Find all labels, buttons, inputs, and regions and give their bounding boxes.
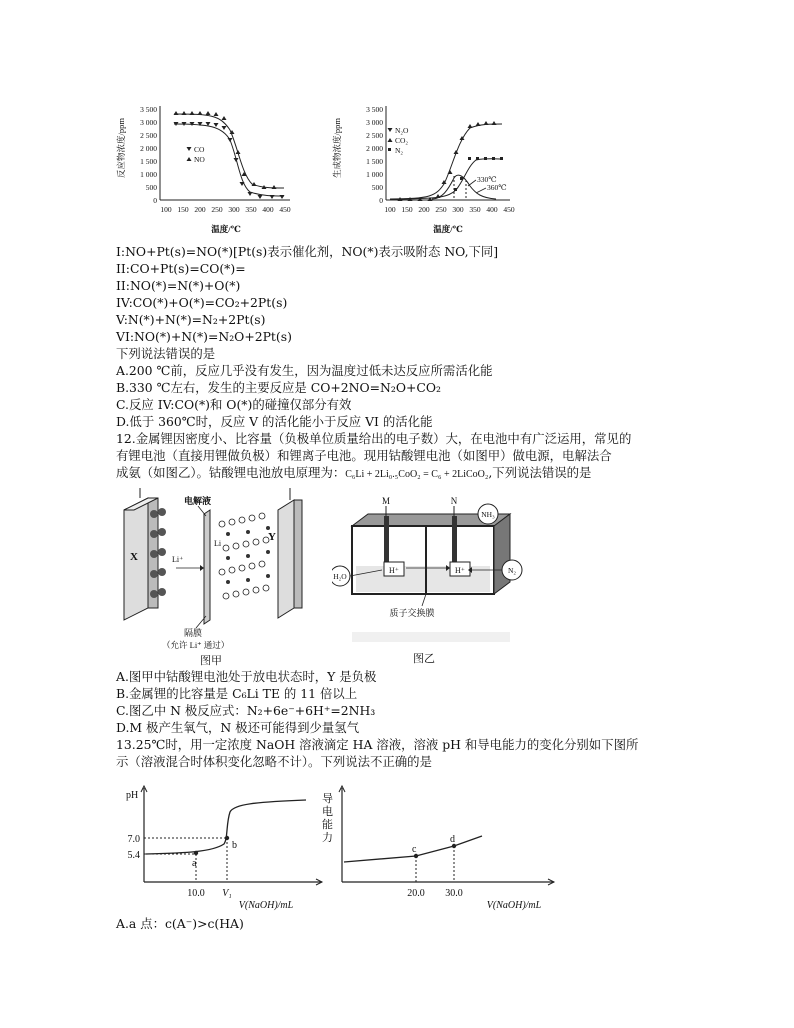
- reaction-5: V:N(*)+N(*)=N₂+2Pt(s): [116, 312, 266, 327]
- y-tick: 3 000: [140, 118, 157, 127]
- q12-option-b: B.金属锂的比容量是 C₆Li TE 的 11 倍以上: [116, 686, 358, 701]
- legend: [187, 145, 206, 164]
- q12-option-d: D.M 极产生氧气，N 极还可能得到少量氢气: [116, 720, 360, 735]
- label-n: N: [450, 496, 458, 506]
- legend-no: NO: [194, 155, 205, 164]
- option-b: B.330 ℃左右，发生的主要反应是 CO+2NO=N₂O+CO₂: [116, 380, 441, 395]
- x-tick: 350: [469, 205, 481, 214]
- x-tick: 450: [503, 205, 515, 214]
- x-tick: 450: [279, 205, 291, 214]
- option-a: A.200 ℃前，反应几乎没有发生，因为温度过低未达反应所需活化能: [116, 363, 493, 378]
- reaction-1: I:NO+Pt(s)=NO(*)[Pt(s)表示催化剂，NO(*)表示吸附态 NO,下同]: [116, 244, 499, 259]
- x-tick: 400: [262, 205, 274, 214]
- conductivity-chart: [318, 782, 562, 912]
- x-tick: 300: [452, 205, 464, 214]
- q12-line-2: 有锂电池（直接用锂做负极）和锂离子电池。现用钴酸锂电池（如图甲）做电源，电解法合: [116, 448, 612, 463]
- annotation-360: 360℃: [487, 183, 507, 192]
- legend-co: CO: [194, 145, 205, 154]
- cobalt-oxide-layers: [219, 513, 269, 599]
- legend-n2o: N₂O: [395, 126, 409, 135]
- x-tick: 100: [384, 205, 396, 214]
- figure-yi-electrolysis: [332, 496, 528, 666]
- reaction-2: II:CO+Pt(s)=CO(*)=: [116, 261, 246, 276]
- x-tick: 100: [160, 205, 172, 214]
- legend-co2: CO₂: [395, 136, 409, 145]
- point-b: b: [232, 840, 237, 851]
- y-axis-label-2: 电: [322, 806, 333, 818]
- x-axis-label: 温度/℃: [433, 224, 463, 234]
- point-c: c: [412, 844, 417, 855]
- ph-curve: [146, 800, 306, 854]
- x-tick-30: 30.0: [445, 888, 463, 899]
- y-tick: 3 500: [140, 105, 157, 114]
- x-tick: 250: [211, 205, 223, 214]
- y-tick: 1 500: [140, 157, 157, 166]
- x-axis-label: V(NaOH)/mL: [238, 900, 294, 911]
- q13-option-a: A.a 点：c(A⁻)>c(HA): [116, 916, 244, 931]
- y-tick: 1 000: [366, 170, 383, 179]
- x-tick: 150: [177, 205, 189, 214]
- label-membrane: 质子交换膜: [389, 608, 435, 618]
- co2-markers: [398, 121, 497, 201]
- label-m: M: [381, 496, 391, 506]
- label-x: X: [130, 551, 138, 563]
- y-tick: 500: [145, 183, 157, 192]
- q12-line-3-text: 成氨（如图乙）。钴酸锂电池放电原理为：: [116, 465, 346, 480]
- q12-formula: C₆Li + 2Li₀.₅CoO₂ = C₆ + 2LiCoO₂: [345, 469, 489, 480]
- label-separator: 隔膜: [184, 628, 203, 638]
- label-n2: N₂: [507, 566, 517, 575]
- y-axis-label-3: 能: [322, 819, 333, 831]
- y-axis-label: pH: [126, 790, 139, 801]
- x-axis-label: 温度/℃: [211, 224, 241, 234]
- y-tick: 2 500: [140, 131, 157, 140]
- q12-line-3: [116, 464, 591, 483]
- point-d: d: [450, 834, 455, 845]
- li-in-cathode: [226, 526, 270, 584]
- y-tick-5-4: 5.4: [127, 850, 140, 861]
- x-tick: 250: [435, 205, 447, 214]
- caption-yi: 图乙: [413, 653, 435, 665]
- label-h2o: H₂O: [333, 572, 347, 581]
- label-li: Li: [214, 539, 222, 548]
- option-d: D.低于 360℃时，反应 V 的活化能小于反应 VI 的活化能: [116, 414, 433, 429]
- y-axis-label-1: 导: [322, 793, 333, 805]
- y-axis-label-4: 力: [322, 832, 333, 844]
- x-tick-v1: V₁: [222, 888, 232, 899]
- y-tick: 0: [379, 196, 383, 205]
- x-tick: 300: [228, 205, 240, 214]
- x-axis-label: V(NaOH)/mL: [486, 900, 542, 911]
- annotation-330: 330℃: [477, 175, 497, 184]
- y-tick: 0: [153, 196, 157, 205]
- y-axis-label: 生成物浓度/ppm: [332, 118, 342, 178]
- point-a: a: [192, 858, 197, 869]
- reaction-3: II:NO(*)=N(*)+O(*): [116, 278, 241, 293]
- y-tick: 2 500: [366, 131, 383, 140]
- x-tick-10: 10.0: [187, 888, 205, 899]
- legend: [388, 126, 410, 155]
- label-separator-note: （允许 Li⁺ 通过）: [162, 640, 230, 650]
- q13-line-2: 示（溶液混合时体积变化忽略不计）。下列说法不正确的是: [116, 754, 432, 769]
- x-tick: 200: [194, 205, 206, 214]
- x-tick: 200: [418, 205, 430, 214]
- label-electrolyte: 电解液: [184, 496, 212, 506]
- label-h-ion-right: H⁺: [455, 566, 465, 575]
- y-axis-label: 反应物浓度/ppm: [116, 118, 126, 178]
- co-curve: [174, 114, 284, 188]
- option-c: C.反应 IV:CO(*)和 O(*)的碰撞仅部分有效: [116, 397, 352, 412]
- figure-jia-battery: [118, 488, 318, 666]
- y-tick: 3 000: [366, 118, 383, 127]
- caption-jia: 图甲: [200, 655, 222, 666]
- product-concentration-chart: [330, 100, 530, 240]
- ph-titration-chart: [116, 782, 328, 912]
- reactant-concentration-chart: [116, 100, 302, 240]
- y-tick: 3 500: [366, 105, 383, 114]
- y-tick: 500: [371, 183, 383, 192]
- x-tick: 150: [401, 205, 413, 214]
- q12-option-c: C.图乙中 N 极反应式：N₂+6e⁻+6H⁺=2NH₃: [116, 703, 376, 718]
- x-tick: 400: [486, 205, 498, 214]
- label-nh3: NH₃: [481, 510, 495, 519]
- legend-n2: N₂: [395, 146, 404, 155]
- x-tick: 350: [245, 205, 257, 214]
- x-tick-20: 20.0: [407, 888, 425, 899]
- label-h-ion-left: H⁺: [389, 566, 399, 575]
- reaction-6: VI:NO(*)+N(*)=N₂O+2Pt(s): [116, 329, 292, 344]
- y-tick: 1 000: [140, 170, 157, 179]
- q12-option-a: A.图甲中钴酸锂电池处于放电状态时，Y 是负极: [116, 669, 377, 684]
- label-li-ion: Li⁺: [172, 555, 184, 564]
- reaction-4: IV:CO(*)+O(*)=CO₂+2Pt(s): [116, 295, 288, 310]
- label-y: Y: [268, 531, 276, 543]
- q13-line-1: 13.25℃时，用一定浓度 NaOH 溶液滴定 HA 溶液，溶液 pH 和导电能力的变化分别如下图所: [116, 737, 639, 752]
- q12-line-3-end: ,下列说法错误的是: [488, 465, 592, 480]
- y-tick: 2 000: [366, 144, 383, 153]
- y-tick-7: 7.0: [127, 834, 140, 845]
- y-tick: 2 000: [140, 144, 157, 153]
- y-tick: 1 500: [366, 157, 383, 166]
- question-stem: 下列说法错误的是: [116, 346, 216, 361]
- q12-line-1: 12.金属锂因密度小、比容量（负极单位质量给出的电子数）大，在电池中有广泛运用，常见的: [116, 431, 632, 446]
